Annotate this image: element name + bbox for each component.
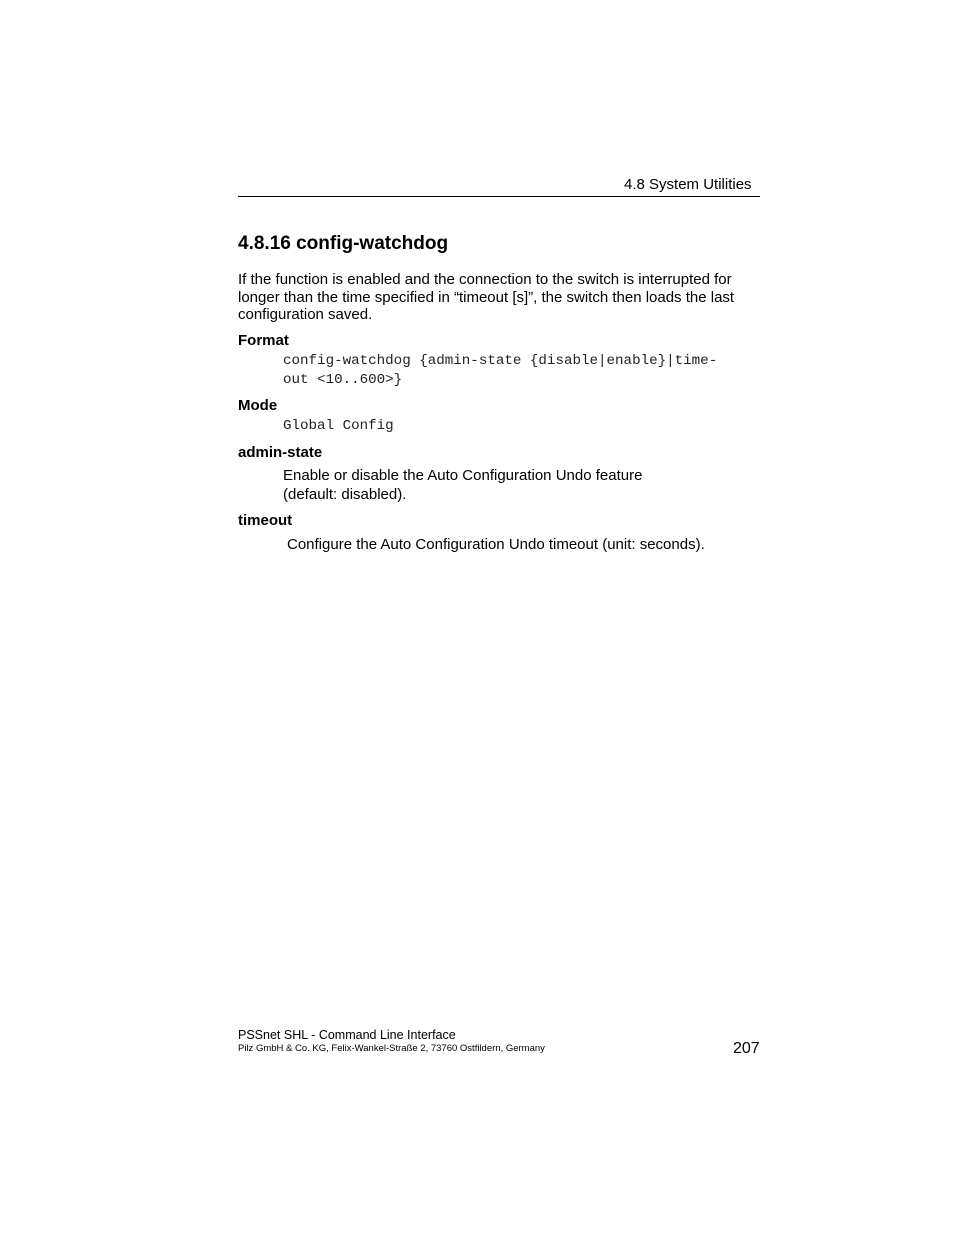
header-divider [238, 196, 760, 197]
intro-line: configuration saved. [238, 306, 373, 323]
format-code-line: config-watchdog {admin-state {disable|enable}|time- [283, 353, 718, 369]
timeout-heading: timeout [238, 512, 293, 529]
admin-state-heading: admin-state [238, 444, 323, 461]
footer-address: Pilz GmbH & Co. KG, Felix-Wankel-Straße 2, 73760 Ostfildern, Germany [238, 1043, 545, 1054]
mode-heading: Mode [238, 397, 278, 414]
format-heading: Format [238, 332, 289, 349]
section-title: 4.8.16 config-watchdog [238, 233, 449, 254]
footer-document-title: PSSnet SHL - Command Line Interface [238, 1028, 456, 1042]
intro-paragraph [238, 271, 760, 324]
admin-state-description: Enable or disable the Auto Configuration Undo feature [283, 467, 643, 484]
format-code-line: out <10..600>} [283, 372, 403, 388]
mode-value: Global Config [283, 418, 394, 434]
timeout-description: Configure the Auto Configuration Undo timeout (unit: seconds). [287, 536, 705, 553]
admin-state-description: (default: disabled). [283, 486, 407, 503]
intro-line: If the function is enabled and the connection to the switch is interrupted for [238, 271, 732, 288]
intro-line: longer than the time specified in “timeout [s]”, the switch then loads the last [238, 288, 735, 306]
page-number: 207 [733, 1040, 760, 1057]
running-header: 4.8 System Utilities [624, 176, 752, 193]
